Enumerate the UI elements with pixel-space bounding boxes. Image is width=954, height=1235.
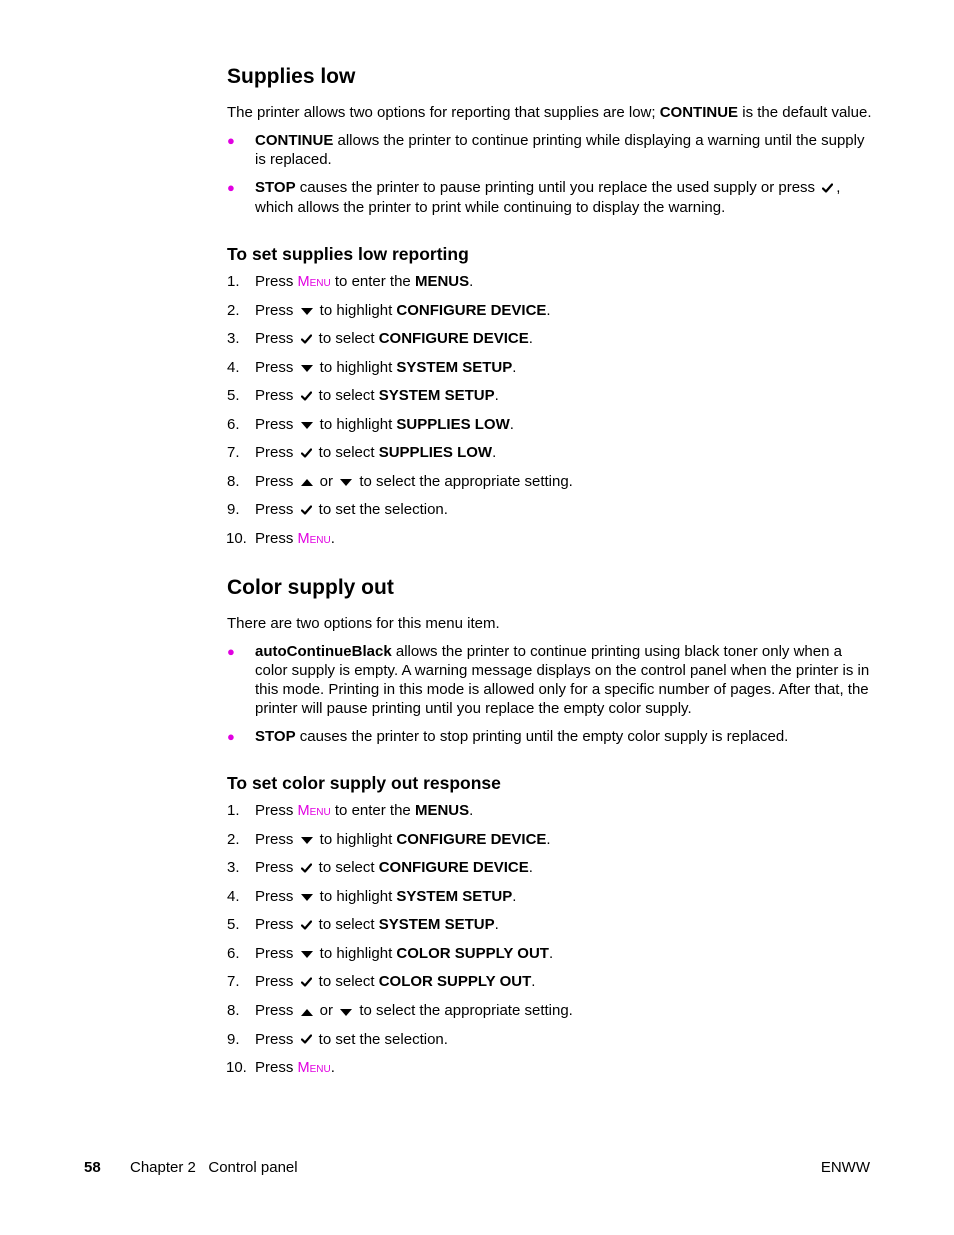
procedure-step <box>227 1001 872 1021</box>
down-arrow-icon <box>340 1002 352 1021</box>
text-run: Press <box>255 330 298 348</box>
text-run: to select <box>314 330 379 348</box>
menu-key-label: Menu <box>297 530 331 547</box>
down-arrow-icon <box>301 944 313 963</box>
text-run: causes the printer to pause printing until you replace the used supply or press <box>295 179 820 196</box>
bold-term: MENUS <box>414 272 470 290</box>
text-run: to highlight <box>315 830 397 848</box>
procedure-step <box>227 443 872 463</box>
text-run: to highlight <box>315 301 397 319</box>
text-run: . <box>512 887 517 905</box>
procedure-step <box>227 830 872 850</box>
procedure-steps <box>227 272 872 549</box>
text-run: Press <box>255 472 298 490</box>
text-run: Press <box>255 1030 298 1048</box>
down-arrow-icon <box>301 415 313 434</box>
text-run: . <box>546 301 551 319</box>
text-run: Press <box>255 358 298 376</box>
text-run: Press <box>255 887 298 905</box>
step-number: 4. <box>227 887 240 905</box>
procedure-step <box>227 358 872 378</box>
option-item <box>227 642 872 718</box>
text-run: to select <box>314 973 379 991</box>
bold-term: autoContinueBlack <box>255 642 392 660</box>
procedure-step <box>227 858 872 878</box>
text-run: to select <box>314 387 379 405</box>
procedure-step <box>227 415 872 435</box>
menu-key-label: Menu <box>297 1060 331 1077</box>
bold-term: CONFIGURE DEVICE <box>378 859 529 877</box>
procedure-step <box>227 301 872 321</box>
text-run: to highlight <box>315 415 397 433</box>
bullet-icon: ● <box>227 728 235 744</box>
procedure-title: To set supplies low reporting <box>227 243 469 264</box>
step-number: 8. <box>227 472 240 490</box>
menu-key-label: Menu <box>297 273 331 290</box>
down-arrow-icon <box>301 301 313 320</box>
option-item <box>227 178 872 217</box>
procedure-steps <box>227 801 872 1078</box>
bold-term: CONFIGURE DEVICE <box>378 330 529 348</box>
option-item <box>227 727 872 746</box>
up-arrow-icon <box>301 1002 313 1021</box>
text-run: to select <box>314 916 379 934</box>
up-arrow-icon <box>301 472 313 491</box>
procedure-step <box>227 386 872 406</box>
text-run: . <box>469 801 474 819</box>
text-run: . <box>548 944 554 962</box>
bold-term: SUPPLIES LOW <box>396 415 510 433</box>
text-run: causes the printer to stop printing until the empty color supply is replaced. <box>295 727 789 745</box>
text-run: The printer allows two options for reporting that supplies are low; <box>227 104 660 121</box>
down-arrow-icon <box>340 472 352 491</box>
text-run: to highlight <box>315 358 397 376</box>
text-run: allows the printer to continue printing using black toner only when a color supply is empty. A warning message displays on the control panel when the printer is in this mode. Printing in this mode is allowed only for a specific number of pages. After that, the printer will pause printing until you replace the empty color supply. <box>255 642 874 717</box>
check-icon <box>301 973 312 992</box>
procedure-step <box>227 500 872 520</box>
procedure-step <box>227 801 872 821</box>
procedure-step <box>227 915 872 935</box>
bold-term: STOP <box>255 727 296 745</box>
step-number: 10. <box>226 1059 247 1077</box>
check-icon <box>301 387 312 406</box>
text-run: or <box>315 1001 338 1019</box>
bold-term: MENUS <box>414 801 470 819</box>
procedure-step <box>227 972 872 992</box>
chapter-label: Chapter 2 Control panel <box>130 1159 298 1176</box>
step-number: 3. <box>227 859 240 877</box>
text-run: to select the appropriate setting. <box>355 472 573 490</box>
section-intro <box>227 103 872 122</box>
text-run: Press <box>255 529 298 547</box>
step-number: 4. <box>227 358 240 376</box>
text-run: , which allows the printer to print while continuing to display the warning. <box>255 179 845 216</box>
procedure-step <box>227 529 872 549</box>
text-run: . <box>330 529 335 547</box>
step-number: 2. <box>227 301 240 319</box>
text-run: Press <box>255 944 298 962</box>
step-number: 9. <box>227 1030 240 1048</box>
procedure-title: To set color supply out response <box>227 772 501 793</box>
step-number: 5. <box>227 916 240 934</box>
bold-term: STOP <box>255 179 296 196</box>
text-run: Press <box>255 387 298 405</box>
bold-term: SYSTEM SETUP <box>396 887 513 905</box>
page-number: 58 <box>84 1159 101 1176</box>
bold-term: COLOR SUPPLY OUT <box>396 944 549 962</box>
section-title: Color supply out <box>227 575 394 599</box>
text-run: . <box>494 916 499 934</box>
procedure-step <box>227 1058 872 1078</box>
text-run: . <box>492 444 497 462</box>
menu-key-label: Menu <box>297 802 331 819</box>
step-number: 6. <box>227 415 240 433</box>
bold-term: SYSTEM SETUP <box>396 358 513 376</box>
text-run: Press <box>255 1059 298 1077</box>
text-run: to select the appropriate setting. <box>355 1001 573 1019</box>
text-run: There are two options for this menu item. <box>227 614 500 632</box>
text-run: Press <box>255 415 298 433</box>
option-item <box>227 131 872 169</box>
check-icon <box>822 179 833 198</box>
text-run: to enter the <box>330 272 415 290</box>
step-number: 3. <box>227 330 240 348</box>
check-icon <box>301 501 312 520</box>
step-number: 2. <box>227 830 240 848</box>
text-run: Press <box>255 973 298 991</box>
section-intro <box>227 614 872 633</box>
text-run: Press <box>255 272 298 290</box>
step-number: 10. <box>226 529 247 547</box>
text-run: . <box>494 387 499 405</box>
text-run: to enter the <box>330 801 415 819</box>
step-number: 5. <box>227 387 240 405</box>
option-list <box>227 131 872 217</box>
text-run: allows the printer to continue printing while displaying a warning until the supply is replaced. <box>255 132 869 168</box>
bold-term: SYSTEM SETUP <box>378 916 495 934</box>
step-number: 1. <box>227 801 240 819</box>
text-run: . <box>528 330 533 348</box>
procedure-step <box>227 1030 872 1050</box>
bold-term: CONTINUE <box>659 104 739 121</box>
text-run: to highlight <box>315 887 397 905</box>
bold-term: CONFIGURE DEVICE <box>396 301 547 319</box>
check-icon <box>301 330 312 349</box>
text-run: Press <box>255 501 298 519</box>
down-arrow-icon <box>301 358 313 377</box>
down-arrow-icon <box>301 887 313 906</box>
text-run: Press <box>255 916 298 934</box>
text-run: Press <box>255 801 298 819</box>
step-number: 6. <box>227 944 240 962</box>
step-number: 7. <box>227 973 240 991</box>
text-run: to select <box>314 859 379 877</box>
step-number: 9. <box>227 501 240 519</box>
text-run: . <box>509 415 514 433</box>
text-run: to set the selection. <box>314 1030 448 1048</box>
step-number: 7. <box>227 444 240 462</box>
text-run: to highlight <box>315 944 397 962</box>
text-run: Press <box>255 830 298 848</box>
bold-term: CONFIGURE DEVICE <box>396 830 547 848</box>
text-run: . <box>531 973 536 991</box>
footer-code: ENWW <box>820 1159 870 1176</box>
bullet-icon: ● <box>227 133 235 148</box>
procedure-step <box>227 472 872 492</box>
step-number: 8. <box>227 1001 240 1019</box>
bold-term: SYSTEM SETUP <box>378 387 495 405</box>
bold-term: SUPPLIES LOW <box>378 444 493 462</box>
text-run: . <box>469 272 474 290</box>
down-arrow-icon <box>301 830 313 849</box>
check-icon <box>301 859 312 878</box>
text-run: . <box>330 1059 335 1077</box>
text-run: . <box>546 830 551 848</box>
procedure-step <box>227 329 872 349</box>
procedure-step <box>227 272 872 292</box>
text-run: Press <box>255 859 298 877</box>
text-run: Press <box>255 301 298 319</box>
section-title: Supplies low <box>227 65 356 88</box>
bullet-icon: ● <box>227 180 235 195</box>
check-icon <box>301 916 312 935</box>
bullet-icon: ● <box>227 643 235 659</box>
text-run: Press <box>255 1001 298 1019</box>
bold-term: COLOR SUPPLY OUT <box>378 973 532 991</box>
text-run: is the default value. <box>738 104 872 121</box>
text-run: Press <box>255 444 298 462</box>
text-run: or <box>315 472 338 490</box>
step-number: 1. <box>227 272 240 290</box>
text-run: . <box>528 859 533 877</box>
text-run: to set the selection. <box>314 501 448 519</box>
document-body <box>227 62 872 1087</box>
check-icon <box>301 444 312 463</box>
text-run: . <box>512 358 517 376</box>
procedure-step <box>227 887 872 907</box>
text-run: to select <box>314 444 379 462</box>
option-list <box>227 642 872 746</box>
procedure-step <box>227 944 872 964</box>
check-icon <box>301 1030 312 1049</box>
bold-term: CONTINUE <box>255 132 334 149</box>
